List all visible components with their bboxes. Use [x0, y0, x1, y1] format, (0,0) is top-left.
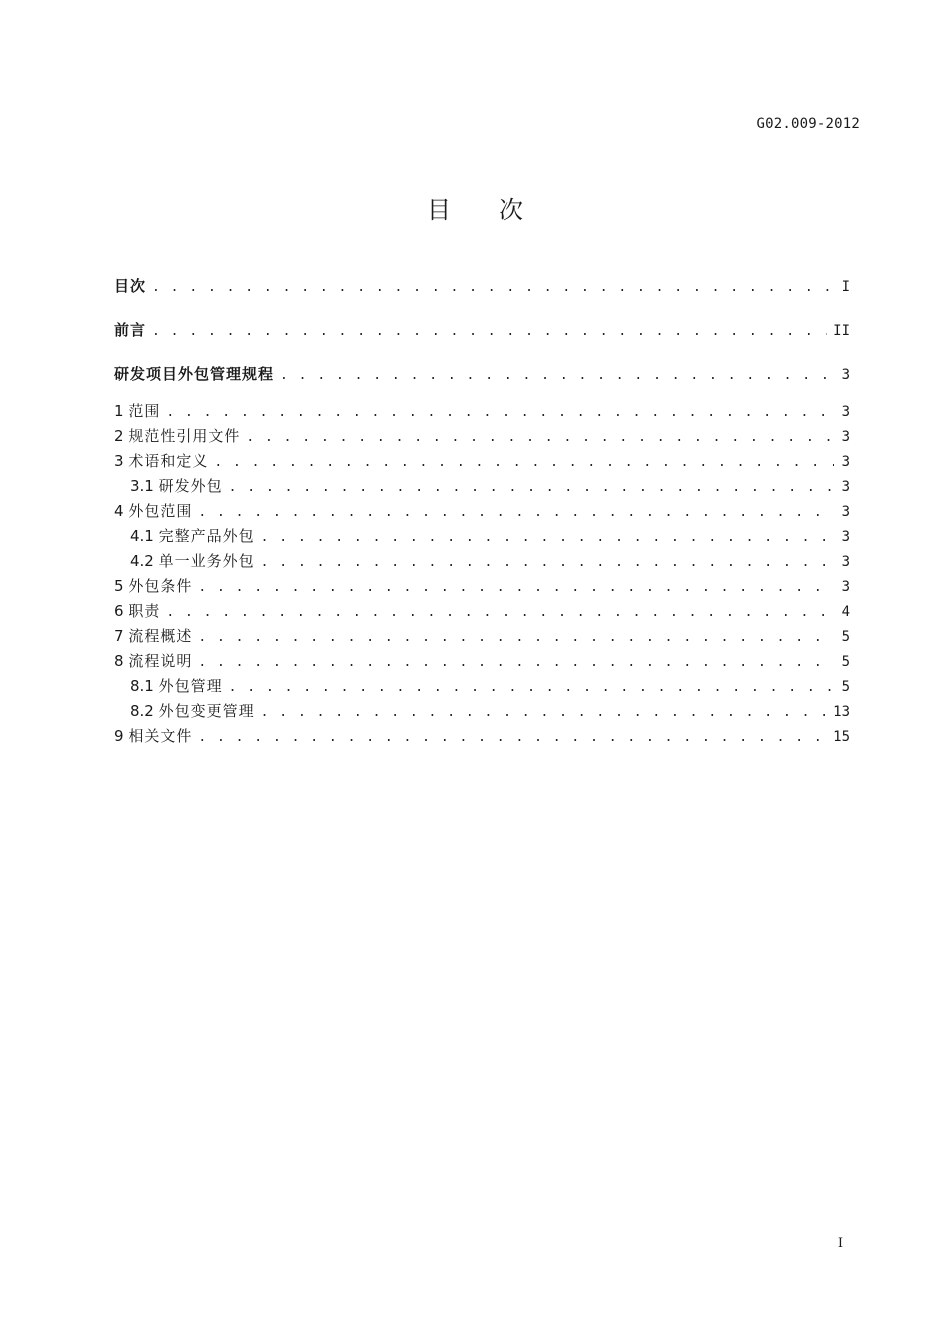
toc-entry[interactable] — [114, 501, 850, 526]
toc-entry[interactable] — [114, 601, 850, 626]
toc-entry-number: 5 — [114, 577, 124, 595]
dot-leader — [229, 478, 834, 498]
toc-entry-label: 流程概述 — [128, 627, 193, 645]
toc-entry-number: 6 — [114, 602, 124, 620]
toc-entry-page: 13 — [833, 704, 850, 720]
toc-entry-page: 3 — [841, 529, 850, 545]
toc-entry-page: 5 — [841, 629, 850, 645]
toc-entry-label: 外包管理 — [158, 677, 223, 695]
toc-entry-page: II — [833, 323, 850, 339]
toc-entry-page: 3 — [841, 454, 850, 470]
toc-entry-page: 3 — [841, 579, 850, 595]
dot-leader — [214, 453, 834, 473]
toc-entry[interactable] — [114, 451, 850, 476]
toc-entry[interactable] — [114, 651, 850, 676]
toc-entry-number: 7 — [114, 627, 124, 645]
toc-entry-number: 9 — [114, 727, 124, 745]
toc-entry-label: 外包范围 — [128, 502, 193, 520]
dot-leader — [166, 603, 834, 623]
toc-entry-page: 15 — [833, 729, 850, 745]
toc-entry-number: 4.1 — [130, 527, 154, 545]
toc-entry[interactable] — [114, 276, 850, 320]
dot-leader — [261, 553, 834, 573]
toc-entry-number: 2 — [114, 427, 124, 445]
dot-leader — [198, 653, 834, 673]
dot-leader — [152, 322, 827, 342]
toc-entry-label: 前言 — [114, 321, 147, 339]
toc-entry[interactable] — [114, 401, 850, 426]
toc-entry-number: 1 — [114, 402, 124, 420]
toc-entry-page: 5 — [841, 679, 850, 695]
dot-leader — [198, 628, 834, 648]
toc-entry-label: 研发外包 — [158, 477, 223, 495]
dot-leader — [166, 403, 834, 423]
dot-leader — [261, 703, 827, 723]
toc-entry[interactable] — [114, 626, 850, 651]
toc-entry[interactable] — [114, 426, 850, 451]
toc-entry-number: 3 — [114, 452, 124, 470]
toc-entry-page: 3 — [841, 367, 850, 383]
dot-leader — [198, 728, 827, 748]
toc-entry[interactable] — [114, 676, 850, 701]
toc-entry[interactable] — [114, 364, 850, 401]
toc-entry-label: 单一业务外包 — [158, 552, 255, 570]
toc-entry[interactable] — [114, 701, 850, 726]
toc-entry[interactable] — [114, 551, 850, 576]
toc-entry-label: 完整产品外包 — [158, 527, 255, 545]
toc-entry-page: 3 — [841, 479, 850, 495]
toc-entry-label: 范围 — [128, 402, 161, 420]
toc-entry-number: 8.2 — [130, 702, 154, 720]
toc-entry-number: 4.2 — [130, 552, 154, 570]
document-code: G02.009-2012 — [756, 116, 860, 132]
dot-leader — [280, 366, 834, 386]
dot-leader — [261, 528, 834, 548]
dot-leader — [229, 678, 834, 698]
toc-entry[interactable] — [114, 476, 850, 501]
toc-entry[interactable] — [114, 726, 850, 751]
toc-entry-number: 8.1 — [130, 677, 154, 695]
toc-entry-number: 4 — [114, 502, 124, 520]
toc-entry-label: 相关文件 — [128, 727, 193, 745]
toc-entry[interactable] — [114, 576, 850, 601]
toc-entry-page: I — [841, 279, 850, 295]
dot-leader — [198, 503, 834, 523]
toc-entry-label: 外包变更管理 — [158, 702, 255, 720]
page-title: 目次 — [427, 196, 571, 224]
toc-entry-page: 4 — [841, 604, 850, 620]
toc-entry-label: 目次 — [114, 277, 147, 295]
toc-entry[interactable] — [114, 320, 850, 364]
toc-entry[interactable] — [114, 526, 850, 551]
toc-entry-page: 3 — [841, 554, 850, 570]
toc-entry-page: 5 — [841, 654, 850, 670]
table-of-contents — [114, 276, 850, 751]
toc-entry-label: 流程说明 — [128, 652, 193, 670]
toc-entry-number: 3.1 — [130, 477, 154, 495]
toc-entry-page: 3 — [841, 504, 850, 520]
toc-entry-page: 3 — [841, 404, 850, 420]
toc-entry-label: 外包条件 — [128, 577, 193, 595]
dot-leader — [152, 278, 834, 298]
toc-entry-label: 研发项目外包管理规程 — [114, 365, 275, 383]
dot-leader — [246, 428, 834, 448]
toc-entry-label: 规范性引用文件 — [128, 427, 241, 445]
dot-leader — [198, 578, 834, 598]
toc-entry-label: 职责 — [128, 602, 161, 620]
page-number: I — [837, 1236, 843, 1251]
toc-entry-number: 8 — [114, 652, 124, 670]
toc-entry-label: 术语和定义 — [128, 452, 209, 470]
toc-entry-page: 3 — [841, 429, 850, 445]
